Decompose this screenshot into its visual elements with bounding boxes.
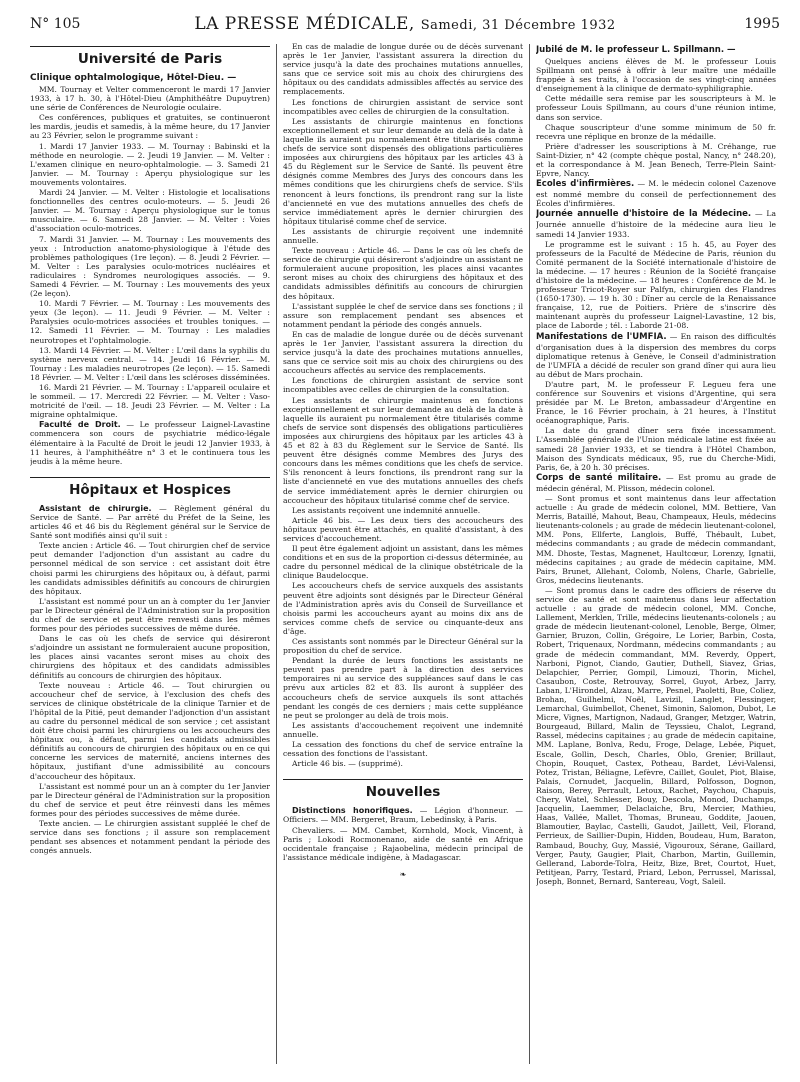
paragraph: Prière d'adresser les souscriptions à M. Créhange, rue Saint-Dizier, n° 42 (compte chèque postal, Nancy, n° 248.20), et la correspondance à M. Jean Benech, Terre-Plein Saint-Epvre, Nancy. — [536, 141, 776, 179]
paragraph: — Sont promus dans le cadre des officiers de réserve du service de santé et sont maintenus dans leur affectation actuelle : au grade de médecin colonel, MM. Conche, Lallement, Merklen, Trille, médecins lieutenants-colonels ; au grade de médecin lieutenant-colonel, Lenoble, Berge, Olmer, Garnier, Bruzon, Collin, Grégoire, Le Lorier, Barbin, Costa, Robert, Triquenaux, Nordmann, médecins commandants ; au grade de médecin commandant, MM. Reverdy, Oppert, Narboni, Pignot, Ciando, Gautier, Duthell, Siavez, Grias, Delapchier, Perrier, Gompil, Limouzi, Thorin, Michel, Casaubon, Coste, Retrouvay, Sorrel, Guyot, Arbez, Jarry, Laban, L'Hirondel, Alzau, Marre, Pesnel, Paoletti, Bue, Coliez, Brohan, Guilhelmi, Noël, Lavizil, Langlet, Flessinger, Lemarchal, Guimbellot, Chenet, Simonin, Salomon, Dubot, Le Micre, Vignes, Martignon, Nadaud, Granger, Metzger, Watrin, Bourgeaud, Billard, Malin de Teyssieu, Chalot, Legrand, Rassel, médecins capitaines ; au grade de médecin capitaine, MM. Laplane, Bonlva, Redu, Froge, Delage, Lebée, Piquet, Escale, Gollin, Desch, Charles, Oblo, Grenier, Brillaut, Chopin, Rouquet, Castex, Potheau, Bardet, Lévi-Valensi, Potez, Tristan, Béliagne, Lefèvre, Caillet, Goulet, Piot, Blaise, Palais, Cornudet, Jacquelin, Billard, Polfosson, Dognon, Raison, Berey, Perrault, Letoux, Rachet, Paychou, Chapuis, Chery, Watel, Schlesser, Bouy, Descola, Monod, Duchamps, Jacquelin, Laemmer, Delaclaiche, Bru, Mercier, Mathieu, Haas, Vallée, Mallet, Thomas, Bruneau, Goddite, Jaouen, Blamoutier, Baylac, Castelli, Gaudot, Jaillett, Veil, Florand, Ferrieux, de Saillier-Dupin, Hidden, Boudeau, Hum, Baraton, Rambaud, Bouchy, Guy, Massié, Vigouroux, Sérane, Gaillard, Verger, Pauty, Gaugier, Plait, Charbon, Martin, Guillemin, Gellerand, Laborde-Tolra, Heitz, Bize, Bret, Courtot, Huet, Petitjean, Parry, Testard, Priard, Lebon, Perrussel, Marissal, Joseph, Bonnet, Bernard, Santereau, Vogt, Saleil. — [536, 585, 776, 886]
paragraph: L'assistant est nommé pour un an à compter du 1er Janvier par le Directeur général de l'Administration sur la proposition du chef de service et peut être réinvesti dans les mêmes formes pour des périodes successives de même durée. — [30, 781, 270, 818]
umfia-text: — En raison des difficultés d'organisation dues à la dispersion des membres du corps diplomatique retenus à Genève, le Conseil d'administration de l'UMFIA a décidé de reculer son grand dîner qui aura lieu au début de Mars prochain. — [536, 331, 776, 379]
issue-date: Samedi, 31 Décembre 1932 — [420, 18, 616, 33]
honors-heading: Distinctions honorifiques. — [292, 806, 413, 816]
jubilee-heading: Jubilé de M. le professeur L. Spillmann. — — [536, 45, 736, 55]
column-divider — [529, 44, 530, 1064]
paragraph: Dans le cas où les chefs de service qui désireront s'adjoindre un assistant ne formuleraient aucune proposition, les places ainsi vacantes seront mises au choix des chirurgiens des hôpitaux et des candidats admissibles définitifs au concours de chirurgien des hôpitaux. — [30, 634, 270, 680]
paragraph: Texte ancien : Article 46. — Tout chirurgien chef de service peut demander l'adjonction d'un assistant au cadre du personnel médical de son service : cet assistant doit être choisi parmi les chirurgiens des hôpitaux ou, à défaut, parmi les candidats admissibles définitifs au concours de chirurgien des hôpitaux. — [30, 541, 270, 596]
faculty-paragraph — [30, 420, 270, 465]
paragraph: Article 46 bis. — (supprimé). — [292, 759, 403, 769]
assistant-heading: Assistant de chirurgie. — [39, 503, 152, 513]
paragraph: Les fonctions de chirurgien assistant de service sont incompatibles avec celles de chirurgien de la consultation. — [283, 376, 523, 395]
paragraph: Quelques anciens élèves de M. le professeur Louis Spillmann ont pensé à offrir à leur maître une médaille frappée à ses traits, à l'occasion de ses vingt-cinq années d'enseignement à la clinique de dermato-syphiligraphie. — [536, 57, 776, 94]
section-title-university: Université de Paris — [77, 51, 223, 67]
history-heading: Journée annuelle d'histoire de la Médecine. — [536, 209, 752, 220]
paragraph: 1. Mardi 17 Janvier 1933. — M. Tournay : Babinski et la méthode en neurologie. — 2. Jeudi 19 Janvier. — M. Velter : L'examen clinique en neuro-ophtalmologie. — 3. Samedi 21 Janvier. — M. Tournay : Aperçu physiologique sur les mouvements volontaires. — [30, 141, 270, 187]
paragraph: En cas de maladie de longue durée ou de décès survenant après le 1er Janvier, l'assistant assurera la direction du service jusqu'à la date des prochaines mutations annuelles, sans que ce service soit mis au choix des chirurgiens ou des accoucheurs affectés au service des remplacements. — [283, 329, 523, 376]
page-number: 1995 — [744, 16, 780, 32]
assistant-text: — Par arrêté du Préfet de la Seine, les articles 46 et 46 bis du Règlement général sur le Service de Santé sont modifiés ainsi qu'il suit : — [30, 512, 270, 541]
paragraph: Les assistants reçoivent une indemnité annuelle. — [292, 505, 481, 515]
ornament-icon: ❧ — [399, 869, 407, 879]
paragraph: Les assistants de chirurgie maintenus en fonctions exceptionnellement et sur leur demande au delà de la date à laquelle ils auraient pu normalement être titularisés comme chefs de service sont dispensés des obligations particulières imposées aux chirurgiens des hôpitaux par les articles 43 à 45 et 82 à 83 du Règlement sur le Service de Santé. Ils peuvent être désignés comme Membres des Jurys des concours dans les mêmes conditions que les chefs de service. S'ils renoncent à leurs fonctions, ils prendront rang sur la liste d'ancienneté en vue des mutations annuelles des chefs de service immédiatement après le dernier chirurgien ou accoucheur des hôpitaux titularisé comme chef de service. — [283, 395, 523, 505]
section-title-hospitals: Hôpitaux et Hospices — [69, 481, 231, 498]
paragraph: Texte nouveau : Article 46. — Tout chirurgien ou accoucheur chef de service, à l'exclusion des chefs des services de clinique obstétricale de la clinique Tarnier et de l'hôpital de la Pitié, peut demander l'adjonction d'un assistant au cadre du personnel médical de son service ; cet assistant doit être choisi parmi les chirurgiens ou les accoucheurs des hôpitaux ou, à défaut, parmi les candidats admissibles définitifs au concours de chirurgien des hôpitaux ou en ce qui concerne les services de maternité, anciens internes des hôpitaux, justifiant d'une admissibilité au concours d'accoucheur des hôpitaux. — [30, 680, 270, 781]
army-paragraph — [536, 473, 776, 493]
paragraph: Les accoucheurs chefs de service auxquels des assistants peuvent être adjoints sont désignés par le Directeur Général de l'Administration après avis du Conseil de Surveillance et choisis parmi les accoucheurs ayant au moins dix ans de services comme chefs de service ou cinquante-deux ans d'âge. — [283, 581, 523, 636]
paragraph: 16. Mardi 21 Février. — M. Tournay : L'appareil oculaire et le sommeil. — 17. Mercredi 22 Février. — M. Velter : Vaso-motricité de l'œil. — 18. Jeudi 23 Février. — M. Velter : La migraine ophtalmique. — [30, 383, 270, 420]
paragraph: Chevaliers. — MM. Cambet, Kornhold, Mock, Vincent, à Paris ; Lokodi Rocmonenano, aide de santé en Afrique occidentale française ; Rajaobelina, médecin principal de l'assistance médicale indigène, à Madagascar. — [283, 825, 523, 862]
section-rule — [30, 477, 270, 478]
section-rule — [283, 779, 523, 780]
paragraph: — Sont promus et sont maintenus dans leur affectation actuelle : Au grade de médecin colonel, MM. Bettiere, Van Merris, Bataillé, Mahout, Beau, Champeaux, Heuls, médecins lieutenants-colonels ; au grade de médecin lieutenant-colonel, MM. Pons, Ellferte, Langlois, Buffé, Thébault, Lubet, médecins commandants ; au grade de médecin commandant, MM. Dhoste, Testas, Magnenet, Haultcœur, Lorenzy, Ignatii, médecins capitaines ; au grade de médecin capitaine, MM. Pairs, Brunet, Allehant, Colomb, Nolens, Charle, Gabrielle, Gros, médecins lieutenants. — [536, 493, 776, 585]
journal-masthead — [30, 14, 780, 34]
section-rule — [30, 46, 270, 47]
issue-number: N° 105 — [30, 16, 81, 32]
paragraph: Les assistants de chirurgie reçoivent une indemnité annuelle. — [283, 226, 523, 245]
paragraph: Mardi 24 Janvier. — M. Velter : Histologie et localisations fonctionnelles des centres oculo-moteurs. — 5. Jeudi 26 Janvier. — M. Tournay : Aperçu physiologique sur le tonus musculaire. — 6. Samedi 28 Janvier. — M. Velter : Voies d'association oculo-motrices. — [30, 188, 270, 234]
journal-title: LA PRESSE MÉDICALE, — [194, 14, 415, 34]
umfia-paragraph — [536, 332, 776, 379]
paragraph: Article 46 bis. — Les deux tiers des accoucheurs des hôpitaux peuvent être attachés, en qualité d'assistant, à des services d'accouchement. — [283, 515, 523, 543]
paragraph: Pendant la durée de leurs fonctions les assistants ne peuvent pas prendre part à la direction des services temporaires ni au service des suppléances sauf dans le cas prévu aux articles 82 et 83. Ils auront à suppléer des accoucheurs chefs de service auxquels ils sont attachés pendant les congés de ces derniers ; mais cette suppléance ne peut se prolonger au delà de trois mois. — [283, 656, 523, 720]
paragraph: Ces assistants sont nommés par le Directeur Général sur la proposition du chef de service. — [283, 637, 523, 656]
paragraph: Les assistants d'accouchement reçoivent une indemnité annuelle. — [283, 720, 523, 739]
paragraph: La cessation des fonctions du chef de service entraîne la cessation des fonctions de l'assistant. — [283, 740, 523, 759]
paragraph: Chaque souscripteur d'une somme minimum de 50 fr. recevra une réplique en bronze de la médaille. — [536, 122, 776, 141]
column-middle — [283, 42, 523, 1072]
honors-source: — Légion d'honneur. — [419, 806, 509, 816]
history-paragraph — [536, 209, 776, 238]
paragraph: 10. Mardi 7 Février. — M. Tournay : Les mouvements des yeux (3e leçon). — 11. Jeudi 9 Février. — M. Velter : Paralysies oculo-motrices associées et troubles toniques. — 12. Samedi 11 Février. — M. Tournay : Les maladies neurotropes et l'ophtalmologie. — [30, 299, 270, 345]
nurses-heading: Ecoles d'infirmières. — [536, 179, 635, 190]
paragraph: MM. Tournay et Velter commenceront le mardi 17 Janvier 1933, à 17 h. 30, à l'Hôtel-Dieu (Amphithéâtre Dupuytren) une série de Conférences de Neurologie oculaire. — [30, 85, 270, 113]
paragraph: En cas de maladie de longue durée ou de décès survenant après le 1er Janvier, l'assistant assurera la direction du service jusqu'à la date des prochaines mutations annuelles, sans que ce service soit mis au choix des chirurgiens des hôpitaux ou des candidats admissibles affectés au service des remplacements. — [283, 42, 523, 97]
umfia-heading: Manifestations de l'UMFIA. — [536, 331, 667, 342]
honors-officers: — Officiers. — MM. Bergeret, Braum, Lebedinsky, à Paris. — [283, 806, 523, 825]
paragraph: 7. Mardi 31 Janvier. — M. Tournay : Les mouvements des yeux : Introduction anatomo-physiologique à l'étude des problèmes pathologiques (1re leçon). — 8. Jeudi 2 Février. — M. Velter : Les paralysies oculo-motrices nucléaires et radiculaires : Syndromes neurologiques associés. — 9. Samedi 4 Février. — M. Tournay : Les mouvements des yeux (2e leçon). — [30, 234, 270, 299]
paragraph: Ces conférences, publiques et gratuites, se continueront les mardis, jeudis et samedis, à la même heure, du 17 Janvier au 23 Février, selon le programme suivant : — [30, 113, 270, 141]
army-text: — Est promu au grade de médecin général, M. Plisson, médecin colonel. — [536, 472, 776, 493]
page-header — [30, 14, 780, 36]
army-heading: Corps de santé militaire. — [536, 472, 662, 483]
column-right — [536, 42, 776, 1072]
column-divider — [276, 44, 277, 1064]
paragraph: La date du grand dîner sera fixée incessamment. L'Assemblée générale de l'Union médicale latine est fixée au samedi 28 Janvier 1933, et se tiendra à l'Hôtel Chambon, Maison des Syndicats médicaux, 95, rue du Cherche-Midi, Paris, 6e, à 20 h. 30 précises. — [536, 426, 776, 472]
paragraph: Les assistants de chirurgie maintenus en fonctions exceptionnellement et sur leur demande au delà de la date à laquelle ils auraient pu normalement être titularisés comme chefs de service sont dispensés des obligations particulières imposées aux chirurgiens des hôpitaux par les articles 43 à 45 du Règlement sur le Service de Santé. Ils peuvent être désignés comme Membres des Jurys des concours dans les mêmes conditions que les chirurgiens chefs de service. S'ils renoncent à leurs fonctions, ils prendront rang sur la liste d'ancienneté en vue des mutations annuelles des chefs de service immédiatement après le dernier chirurgien des hôpitaux titularisé comme chef de service. — [283, 116, 523, 226]
paragraph: Les fonctions de chirurgien assistant de service sont incompatibles avec celles de chirurgien de la consultation. — [283, 97, 523, 116]
paragraph: D'autre part, M. le professeur F. Legueu fera une conférence sur Souvenirs et visions d'Argentine, qui sera présidée par M. Le Breton, ambassadeur d'Argentine en France, le 16 Février prochain, à 21 heures, à l'Institut océanographique, Paris. — [536, 379, 776, 426]
history-text: — La Journée annuelle d'histoire de la médecine aura lieu le samedi 14 Janvier 1933. — [536, 209, 776, 239]
paragraph: Le programme est le suivant : 15 h. 45, au Foyer des professeurs de la Faculté de Médecine de Paris, réunion du Comité permanent de la Société internationale d'histoire de la médecine. — 17 heures : Réunion de la Société française d'histoire de la médecine. — 18 heures : Conférence de M. le professeur Tricot-Royer sur Palfyn, chirurgien des Flandres (1650-1730). — 19 h. 30 : Dîner au cercle de la Renaissance française, 12, rue de Poitiers. Prière de s'inscrire dès maintenant auprès du professeur Laignel-Lavastine, 12 bis, place de Laborde ; tél. : Laborde 21-08. — [536, 239, 776, 331]
assistant-paragraph — [30, 504, 270, 540]
paragraph: Texte ancien. — Le chirurgien assistant suppléé le chef de service dans ses fonctions ; il assure son remplacement pendant ses absences et notamment pendant la période des congés annuels. — [30, 819, 270, 856]
paragraph: L'assistant est nommé pour un an à compter du 1er Janvier par le Directeur général de l'Administration sur la proposition du chef de service et peut être renvesti dans les mêmes formes pour des périodes successives de même durée. — [30, 596, 270, 634]
paragraph: Il peut être également adjoint un assistant, dans les mêmes conditions et en sus de la proportion ci-dessus déterminée, au cadre du personnel médical de la clinique obstétricale de la clinique Baudelocque. — [283, 544, 523, 581]
column-left — [30, 42, 270, 1072]
paragraph: Cette médaille sera remise par les souscripteurs à M. le professeur Louis Spillmann, au cours d'une réunion intime, dans son service. — [536, 94, 776, 122]
section-title-news: Nouvelles — [365, 784, 441, 801]
nurses-text: — M. le médecin colonel Cazenove est nommé membre du conseil de perfectionnement des Écoles d'infirmières. — [536, 179, 776, 209]
nurses-paragraph — [536, 179, 776, 208]
honors-paragraph — [283, 806, 523, 824]
paragraph: 13. Mardi 14 Février. — M. Velter : L'œil dans la syphilis du système nerveux central. — 14. Jeudi 16 Février. — M. Tournay : Les maladies neurotropes (2e leçon). — 15. Samedi 18 Février. — M. Velter : L'œil dans les scléroses disséminées. — [30, 345, 270, 382]
paragraph: Texte nouveau : Article 46. — Dans le cas où les chefs de service de chirurgie qui désireront s'adjoindre un assistant ne formuleraient aucune proposition, les places ainsi vacantes seront mises au choix des chirurgiens des hôpitaux et des candidats admissibles définitifs au concours de chirurgien des hôpitaux. — [283, 246, 523, 301]
paragraph: L'assistant supplée le chef de service dans ses fonctions ; il assure son remplacement pendant ses absences et notamment pendant la période des congés annuels. — [283, 301, 523, 329]
clinic-heading: Clinique ophtalmologique, Hôtel-Dieu. — — [30, 73, 237, 83]
faculty-heading: Faculté de Droit. — [39, 420, 121, 430]
faculty-text: — Le professeur Laignel-Lavastine commencera son cours de psychiatrie médico-légale élémentaire à la Faculté de Droit le jeudi 12 Janvier 1933, à 11 heures, à l'amphithéâtre n° 3 et le continuera tous les jeudis à la même heure. — [30, 420, 270, 466]
assistant-source: — Règlement général du Service de Santé. — [30, 503, 270, 522]
